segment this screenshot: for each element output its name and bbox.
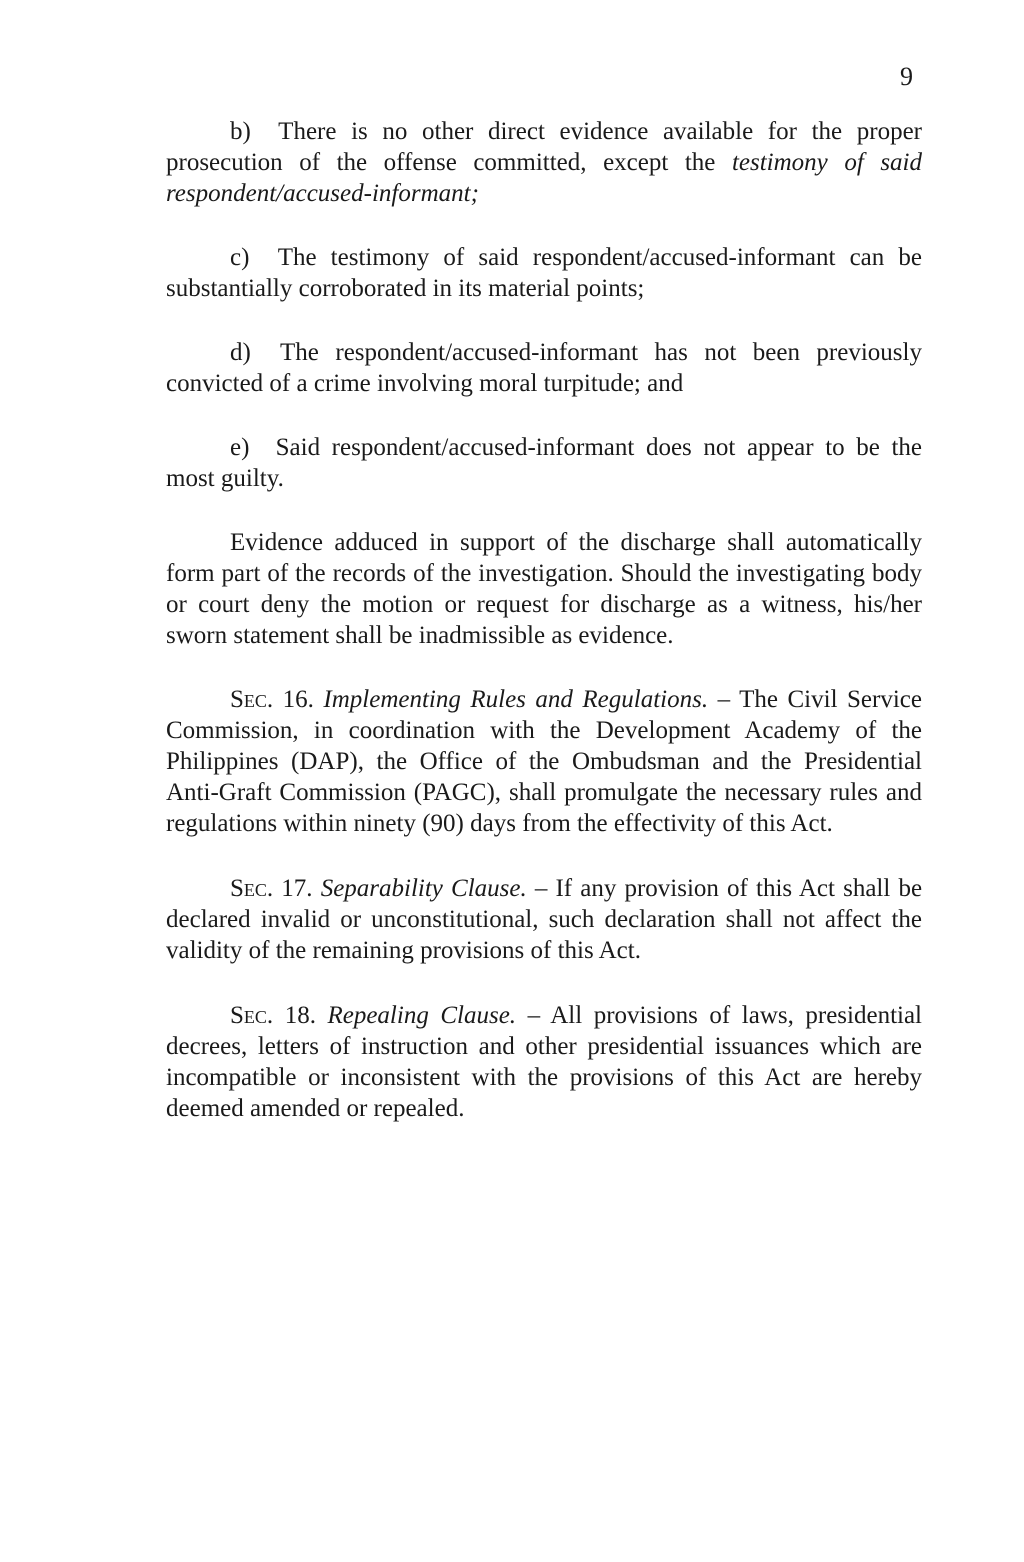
section-text: The Civil Service Commission, in coordination with the Development Academy of the Philippines (DAP), the Office of the Ombudsman and the Presidential Anti-Graft Commission (PAGC), shall promulgate the necessary rules and regulations within ninety (90) days from the effectivity of this Act.: [166, 686, 922, 837]
item-d-paragraph: [166, 337, 922, 399]
section-16-paragraph: [166, 684, 922, 839]
section-17-paragraph: [166, 873, 922, 966]
item-e-paragraph: [166, 432, 922, 494]
item-c-paragraph: [166, 242, 922, 304]
item-label: d): [230, 339, 251, 366]
document-body: [166, 116, 922, 1158]
item-label: e): [230, 434, 250, 461]
item-b-paragraph: [166, 116, 922, 209]
section-title: Implementing Rules and Regulations.: [323, 686, 709, 713]
section-number: 17.: [281, 875, 313, 902]
section-label: Sec.: [230, 686, 274, 713]
section-dash: –: [516, 1002, 551, 1029]
item-label: b): [230, 118, 251, 145]
item-text: The testimony of said respondent/accused-informant can be substantially corroborated in its material points;: [166, 244, 922, 302]
section-title: Separability Clause.: [320, 875, 527, 902]
item-text: The respondent/accused-informant has not been previously convicted of a crime involving moral turpitude; and: [166, 339, 922, 397]
section-number: 16.: [282, 686, 314, 713]
item-label: c): [230, 244, 250, 271]
evidence-paragraph: Evidence adduced in support of the discharge shall automatically form part of the records of the investigation. Should the investigating body or court deny the motion or request for discharge as a witness, his/her sworn statement shall be inadmissible as evidence.: [166, 529, 922, 649]
section-text: If any provision of this Act shall be declared invalid or unconstitutional, such declaration shall not affect the validity of the remaining provisions of this Act.: [166, 875, 923, 964]
section-text: All provisions of laws, presidential decrees, letters of instruction and other presidential issuances which are incompatible or inconsistent with the provisions of this Act are hereby deemed amended or repealed.: [166, 1002, 923, 1122]
section-number: 18.: [284, 1002, 316, 1029]
section-label: Sec.: [230, 1002, 274, 1029]
section-dash: –: [708, 686, 740, 713]
item-text: There is no other direct evidence available for the proper prosecution of the offense committed, except the: [166, 118, 922, 176]
section-dash: –: [526, 875, 556, 902]
section-title: Repealing Clause.: [327, 1002, 517, 1029]
section-18-paragraph: [166, 1000, 922, 1124]
section-label: Sec.: [230, 875, 274, 902]
page-number: 9: [900, 62, 913, 91]
item-italic-text: testimony of said respondent/accused-informant;: [166, 149, 922, 207]
item-text: Said respondent/accused-informant does not appear to be the most guilty.: [166, 434, 923, 492]
